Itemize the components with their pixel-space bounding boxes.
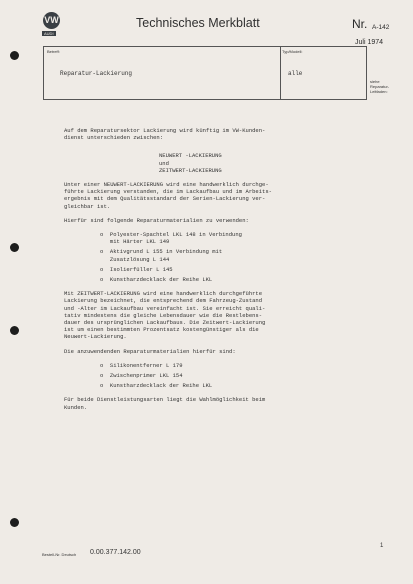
punch-hole — [10, 51, 19, 60]
betreff-value: Reparatur-Lackierung — [60, 70, 133, 77]
material-item: o Zwischenprimer LKL 154 — [100, 372, 183, 380]
nr-value: A-142 — [372, 24, 390, 31]
body-line: führte Lackierung verstanden, die im Lackaufbau und im Arbeits- — [64, 188, 272, 196]
document-body — [64, 127, 364, 411]
type-and: und — [159, 159, 169, 167]
body-line: Auf dem Reparatursektor Lackierung wird künftig im VW-Kunden- — [64, 127, 266, 134]
vw-logo-icon: VW — [43, 12, 60, 29]
material-item: Zusatzlösung L 144 — [100, 255, 170, 263]
side-note — [370, 79, 410, 94]
issue-date: Juli 1974 — [355, 39, 384, 46]
type-neuwert: NEUWERT -LACKIERUNG — [159, 152, 222, 160]
material-item: o Kunstharzdecklack der Reihe LKL — [100, 276, 213, 284]
punch-hole — [10, 243, 19, 252]
form-divider — [280, 47, 281, 99]
body-line: dauer des ursprünglichen Lackaufbaus. Die Zeitwert-Lackierung — [64, 319, 266, 327]
side-note-line: Leitfaden: — [370, 89, 388, 94]
material-item: mit Härter LKL 149 — [100, 238, 170, 246]
punch-hole — [10, 326, 19, 335]
body-line: Mit ZEITWERT-LACKIERUNG wird eine handwerklich durchgeführte — [64, 290, 263, 298]
header-form-box — [43, 46, 367, 100]
order-number: 0.00.377.142.00 — [90, 549, 141, 556]
document-title: Technisches Merkblatt — [136, 16, 260, 30]
typ-label: Typ/Modell: — [282, 49, 303, 54]
body-line: tativ mindestens die gleiche Lebensdauer wie die Restlebens- — [64, 311, 263, 319]
typ-value: alle — [288, 70, 303, 77]
nr-label: Nr. — [352, 17, 368, 31]
side-note-line: siehe — [370, 79, 380, 84]
body-line: Lackierung bezeichnet, die entsprechend dem Fahrzeug-Zustand — [64, 297, 263, 305]
punch-hole — [10, 518, 19, 527]
body-line: ist um einen bestimmten Prozentsatz kostengünstiger als die — [64, 326, 259, 334]
material-item: o Kunstharzdecklack der Reihe LKL — [100, 382, 213, 390]
order-label: Bestell-Nr. Deutsch — [42, 552, 77, 557]
body-line: Kunden. — [64, 403, 88, 411]
body-line: Unter einer NEUWERT-LACKIERUNG wird eine handwerklich durchge- — [64, 181, 269, 189]
body-line: Für beide Dienstleistungsarten liegt die Wahlmöglichkeit beim — [64, 396, 266, 404]
body-line: Neuwert-Lackierung. — [64, 333, 127, 341]
page-number: 1 — [380, 543, 384, 549]
type-zeitwert: ZEITWERT-LACKIERUNG — [159, 166, 222, 174]
body-line: gleichbar ist. — [64, 202, 111, 210]
body-line: Hierfür sind folgende Reparaturmaterialien zu verwenden: — [64, 216, 249, 224]
material-item: o Isolierfüller L 145 — [100, 265, 173, 273]
side-note-line: Reparatur- — [370, 84, 390, 89]
betreff-label: Betreff: — [47, 49, 60, 54]
material-item: o Polyester-Spachtel LKL 148 in Verbindung — [100, 231, 242, 239]
body-line: Die anzuwendenden Reparaturmaterialien hierfür sind: — [64, 347, 236, 355]
body-line: ergebnis mit dem Qualitätsstandard der Serien-Lackierung ver- — [64, 195, 266, 203]
body-line: dienst unterschieden zwischen: — [64, 134, 164, 142]
material-item: o Aktivgrund L 155 in Verbindung mit — [100, 248, 223, 256]
logo-caption: AUDI — [44, 31, 54, 36]
body-line: und -Alter im Lackaufbau vereinfacht ist. Sie erreicht quali- — [64, 304, 266, 312]
material-item: o Silikonentferner L 179 — [100, 361, 183, 369]
